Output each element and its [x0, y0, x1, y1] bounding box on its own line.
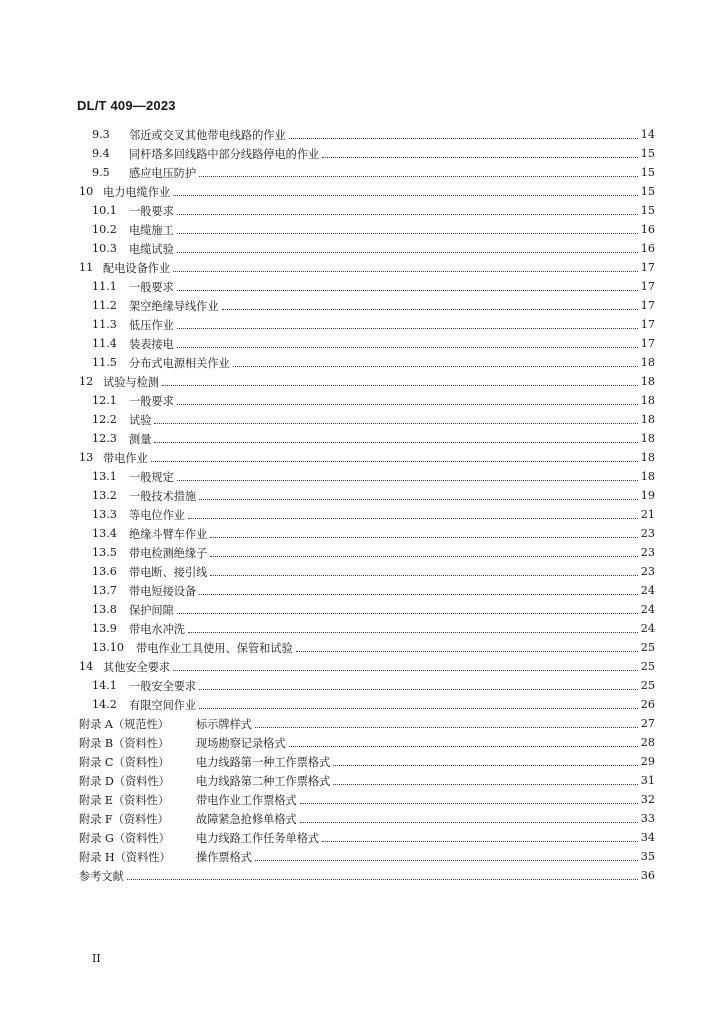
toc-entry[interactable]: [79, 828, 655, 847]
toc-entry-title: 低压作业: [129, 318, 174, 332]
toc-entry-title: 有限空间作业: [129, 698, 197, 712]
toc-entry[interactable]: [92, 277, 655, 296]
toc-entry-title: 等电位作业: [129, 508, 185, 522]
toc-dot-leader: [151, 460, 638, 462]
toc-entry-number: 13.4: [92, 527, 117, 540]
toc-entry-page: 25: [640, 660, 655, 673]
toc-entry[interactable]: [92, 543, 655, 562]
toc-entry-number: 14.2: [92, 698, 117, 711]
toc-entry-title: 带电作业工作票格式: [196, 793, 297, 807]
toc-entry-page: 28: [640, 736, 655, 749]
toc-entry-page: 32: [640, 793, 655, 806]
toc-entry-title: 操作票格式: [196, 850, 252, 864]
toc-dot-leader: [210, 574, 637, 576]
toc-entry-page: 18: [640, 432, 655, 445]
toc-dot-leader: [177, 346, 638, 348]
toc-entry[interactable]: [92, 676, 655, 695]
toc-entry-number: 13.8: [92, 603, 117, 616]
toc-entry-number: 附录 F（资料性）: [79, 812, 169, 826]
toc-dot-leader: [188, 517, 638, 519]
toc-entry-title: 带电检测绝缘子: [129, 546, 208, 560]
toc-entry-number: 13.6: [92, 565, 117, 578]
toc-entry-title: 电力电缆作业: [103, 185, 171, 199]
toc-entry-title: 带电水冲洗: [129, 622, 185, 636]
toc-entry-page: 24: [640, 622, 655, 635]
toc-entry-title: 装表接电: [129, 337, 174, 351]
toc-entry-title: 电缆施工: [129, 223, 174, 237]
toc-dot-leader: [173, 194, 638, 196]
toc-entry-title: 分布式电源相关作业: [129, 356, 230, 370]
toc-entry-number: 附录 B（资料性）: [79, 736, 170, 750]
toc-entry-page: 14: [640, 128, 655, 141]
toc-entry-number: 10.3: [92, 242, 117, 255]
toc-entry[interactable]: [79, 866, 655, 885]
toc-entry-page: 25: [640, 641, 655, 654]
toc-entry-title: 电力线路工作任务单格式: [196, 831, 320, 845]
toc-entry-number: 12: [79, 375, 94, 388]
toc-dot-leader: [199, 688, 638, 690]
toc-entry[interactable]: [92, 315, 655, 334]
toc-entry-number: 9.3: [92, 128, 110, 141]
toc-dot-leader: [255, 859, 638, 861]
toc-entry-page: 26: [640, 698, 655, 711]
toc-dot-leader: [154, 441, 637, 443]
toc-dot-leader: [188, 631, 638, 633]
toc-entry-number: 14.1: [92, 679, 117, 692]
toc-entry-title: 一般安全要求: [129, 679, 197, 693]
toc-dot-leader: [177, 479, 638, 481]
toc-entry-title: 一般要求: [129, 204, 174, 218]
toc-entry[interactable]: [92, 239, 655, 258]
toc-entry-number: 13.1: [92, 470, 117, 483]
toc-entry-title: 架空绝缘导线作业: [129, 299, 219, 313]
toc-entry[interactable]: [92, 638, 655, 657]
toc-entry[interactable]: [92, 163, 655, 182]
toc-entry-page: 36: [640, 869, 655, 882]
toc-entry-title: 邻近或交叉其他带电线路的作业: [129, 128, 286, 142]
toc-entry-number: 13.10: [92, 641, 125, 654]
toc-entry-number: 11.4: [92, 337, 117, 350]
toc-entry-title: 绝缘斗臂车作业: [129, 527, 208, 541]
toc-dot-leader: [222, 308, 638, 310]
toc-entry-page: 16: [640, 242, 655, 255]
toc-entry-page: 17: [640, 299, 655, 312]
toc-entry[interactable]: [92, 144, 655, 163]
toc-entry[interactable]: [79, 657, 655, 676]
toc-entry-page: 35: [640, 850, 655, 863]
toc-entry-title: 其他安全要求: [103, 660, 171, 674]
toc-dot-leader: [154, 422, 637, 424]
toc-entry-number: 附录 G（资料性）: [79, 831, 170, 845]
toc-entry-title: 测量: [129, 432, 152, 446]
toc-entry-page: 15: [640, 166, 655, 179]
toc-entry-title: 带电作业: [103, 451, 148, 465]
toc-entry-page: 21: [640, 508, 655, 521]
toc-entry-page: 33: [640, 812, 655, 825]
toc-entry-page: 19: [640, 489, 655, 502]
toc-entry-title: 电缆试验: [129, 242, 174, 256]
toc-entry-title: 一般规定: [129, 470, 174, 484]
toc-entry-page: 15: [640, 185, 655, 198]
toc-dot-leader: [177, 251, 638, 253]
toc-entry-page: 15: [640, 147, 655, 160]
toc-entry[interactable]: [92, 410, 655, 429]
toc-dot-leader: [296, 650, 638, 652]
toc-dot-leader: [199, 498, 638, 500]
toc-entry-page: 15: [640, 204, 655, 217]
toc-entry[interactable]: [79, 733, 655, 752]
toc-entry-number: 9.4: [92, 147, 110, 160]
toc-dot-leader: [177, 232, 638, 234]
toc-entry[interactable]: [92, 467, 655, 486]
toc-entry-number: 10: [79, 185, 94, 198]
toc-dot-leader: [199, 593, 638, 595]
toc-entry-number: 12.2: [92, 413, 117, 426]
toc-entry-page: 16: [640, 223, 655, 236]
toc-entry[interactable]: [92, 524, 655, 543]
toc-dot-leader: [300, 821, 638, 823]
toc-entry[interactable]: [92, 296, 655, 315]
toc-dot-leader: [300, 802, 638, 804]
toc-entry-title: 带电作业工具使用、保管和试验: [136, 641, 293, 655]
toc-entry-number: 附录 C（资料性）: [79, 755, 170, 769]
toc-dot-leader: [199, 175, 638, 177]
toc-dot-leader: [173, 669, 638, 671]
standard-code: DL/T 409—2023: [77, 98, 176, 113]
toc-entry-title: 一般要求: [129, 394, 174, 408]
toc-entry[interactable]: [92, 619, 655, 638]
toc-dot-leader: [289, 745, 638, 747]
toc-entry-title: 同杆塔多回线路中部分线路停电的作业: [129, 147, 320, 161]
toc-entry[interactable]: [79, 258, 655, 277]
toc-entry-title: 标示牌样式: [196, 717, 252, 731]
toc-entry[interactable]: [79, 809, 655, 828]
toc-entry-number: 13.7: [92, 584, 117, 597]
toc-dot-leader: [333, 764, 637, 766]
toc-entry-number: 13.2: [92, 489, 117, 502]
toc-entry-page: 18: [640, 413, 655, 426]
toc-entry[interactable]: [79, 771, 655, 790]
toc-dot-leader: [177, 289, 638, 291]
toc-dot-leader: [210, 536, 637, 538]
toc-entry-number: 附录 E（资料性）: [79, 793, 170, 807]
toc-dot-leader: [177, 327, 638, 329]
toc-entry[interactable]: [92, 600, 655, 619]
toc-entry-title: 配电设备作业: [103, 261, 171, 275]
toc-entry-title: 一般要求: [129, 280, 174, 294]
toc-entry[interactable]: [92, 201, 655, 220]
toc-entry-title: 电力线路第二种工作票格式: [196, 774, 331, 788]
page-number: II: [92, 952, 101, 965]
toc-entry-page: 23: [640, 565, 655, 578]
toc-entry[interactable]: [79, 847, 655, 866]
toc-entry-page: 17: [640, 261, 655, 274]
toc-entry-page: 18: [640, 375, 655, 388]
toc-entry-number: 13: [79, 451, 94, 464]
toc-dot-leader: [162, 384, 638, 386]
toc-dot-leader: [177, 403, 638, 405]
toc-entry-number: 10.1: [92, 204, 117, 217]
toc-entry[interactable]: [92, 505, 655, 524]
toc-dot-leader: [177, 612, 638, 614]
toc-entry-number: 13.3: [92, 508, 117, 521]
toc-entry-number: 10.2: [92, 223, 117, 236]
toc-entry-title: 感应电压防护: [129, 166, 197, 180]
toc-dot-leader: [199, 707, 638, 709]
toc-entry-page: 18: [640, 394, 655, 407]
toc-entry-page: 17: [640, 318, 655, 331]
toc-dot-leader: [255, 726, 638, 728]
toc-entry-page: 17: [640, 280, 655, 293]
toc-entry-number: 附录 H（资料性）: [79, 850, 171, 864]
toc-entry-page: 31: [640, 774, 655, 787]
toc-entry-page: 18: [640, 356, 655, 369]
toc-entry-title: 故障紧急抢修单格式: [196, 812, 297, 826]
toc-entry-title: 电力线路第一种工作票格式: [196, 755, 331, 769]
toc-entry-page: 29: [640, 755, 655, 768]
toc-entry-title: 带电断、接引线: [129, 565, 208, 579]
toc-dot-leader: [127, 878, 638, 880]
toc-dot-leader: [233, 365, 638, 367]
toc-entry-title: 现场勘察记录格式: [196, 736, 286, 750]
toc-entry-number: 11.1: [92, 280, 117, 293]
toc-entry[interactable]: [92, 695, 655, 714]
toc-entry-page: 23: [640, 527, 655, 540]
toc-entry[interactable]: [92, 562, 655, 581]
toc-entry-number: 11.3: [92, 318, 117, 331]
toc-dot-leader: [177, 213, 638, 215]
toc-entry-number: 13.5: [92, 546, 117, 559]
toc-dot-leader: [322, 840, 638, 842]
toc-entry[interactable]: [79, 790, 655, 809]
toc-entry-title: 一般技术措施: [129, 489, 197, 503]
toc-entry[interactable]: [92, 486, 655, 505]
toc-entry-title: 试验与检测: [103, 375, 159, 389]
toc-entry[interactable]: [92, 429, 655, 448]
toc-dot-leader: [210, 555, 637, 557]
toc-entry-title: 带电短接设备: [129, 584, 197, 598]
toc-entry-page: 23: [640, 546, 655, 559]
toc-entry[interactable]: [92, 125, 655, 144]
toc-entry-title: 保护间隙: [129, 603, 174, 617]
toc-dot-leader: [173, 270, 638, 272]
toc-entry-page: 24: [640, 584, 655, 597]
toc-entry-page: 34: [640, 831, 655, 844]
toc-entry[interactable]: [79, 714, 655, 733]
toc-entry-page: 18: [640, 470, 655, 483]
toc-entry-title: 参考文献: [79, 869, 124, 883]
toc-entry[interactable]: [79, 752, 655, 771]
toc-entry-number: 12.3: [92, 432, 117, 445]
toc-entry[interactable]: [92, 391, 655, 410]
toc-dot-leader: [289, 137, 638, 139]
toc-entry-page: 27: [640, 717, 655, 730]
toc-dot-leader: [322, 156, 638, 158]
toc-entry-number: 12.1: [92, 394, 117, 407]
toc-entry-number: 13.9: [92, 622, 117, 635]
toc-entry-number: 11: [79, 261, 94, 274]
toc-entry-page: 25: [640, 679, 655, 692]
toc-entry-number: 附录 A（规范性）: [79, 717, 169, 731]
toc-entry[interactable]: [79, 182, 655, 201]
toc-entry-number: 附录 D（资料性）: [79, 774, 170, 788]
toc-entry-page: 17: [640, 337, 655, 350]
toc-entry-number: 11.2: [92, 299, 117, 312]
toc-entry-page: 18: [640, 451, 655, 464]
toc-entry[interactable]: [92, 220, 655, 239]
toc-entry-number: 14: [79, 660, 94, 673]
toc-dot-leader: [333, 783, 637, 785]
toc-entry[interactable]: [79, 372, 655, 391]
toc-entry[interactable]: [92, 581, 655, 600]
toc-entry-page: 24: [640, 603, 655, 616]
toc-entry[interactable]: [79, 448, 655, 467]
toc-entry-title: 试验: [129, 413, 152, 427]
toc-entry[interactable]: [92, 334, 655, 353]
toc-entry-number: 11.5: [92, 356, 117, 369]
toc-entry-number: 9.5: [92, 166, 110, 179]
toc-entry[interactable]: [92, 353, 655, 372]
